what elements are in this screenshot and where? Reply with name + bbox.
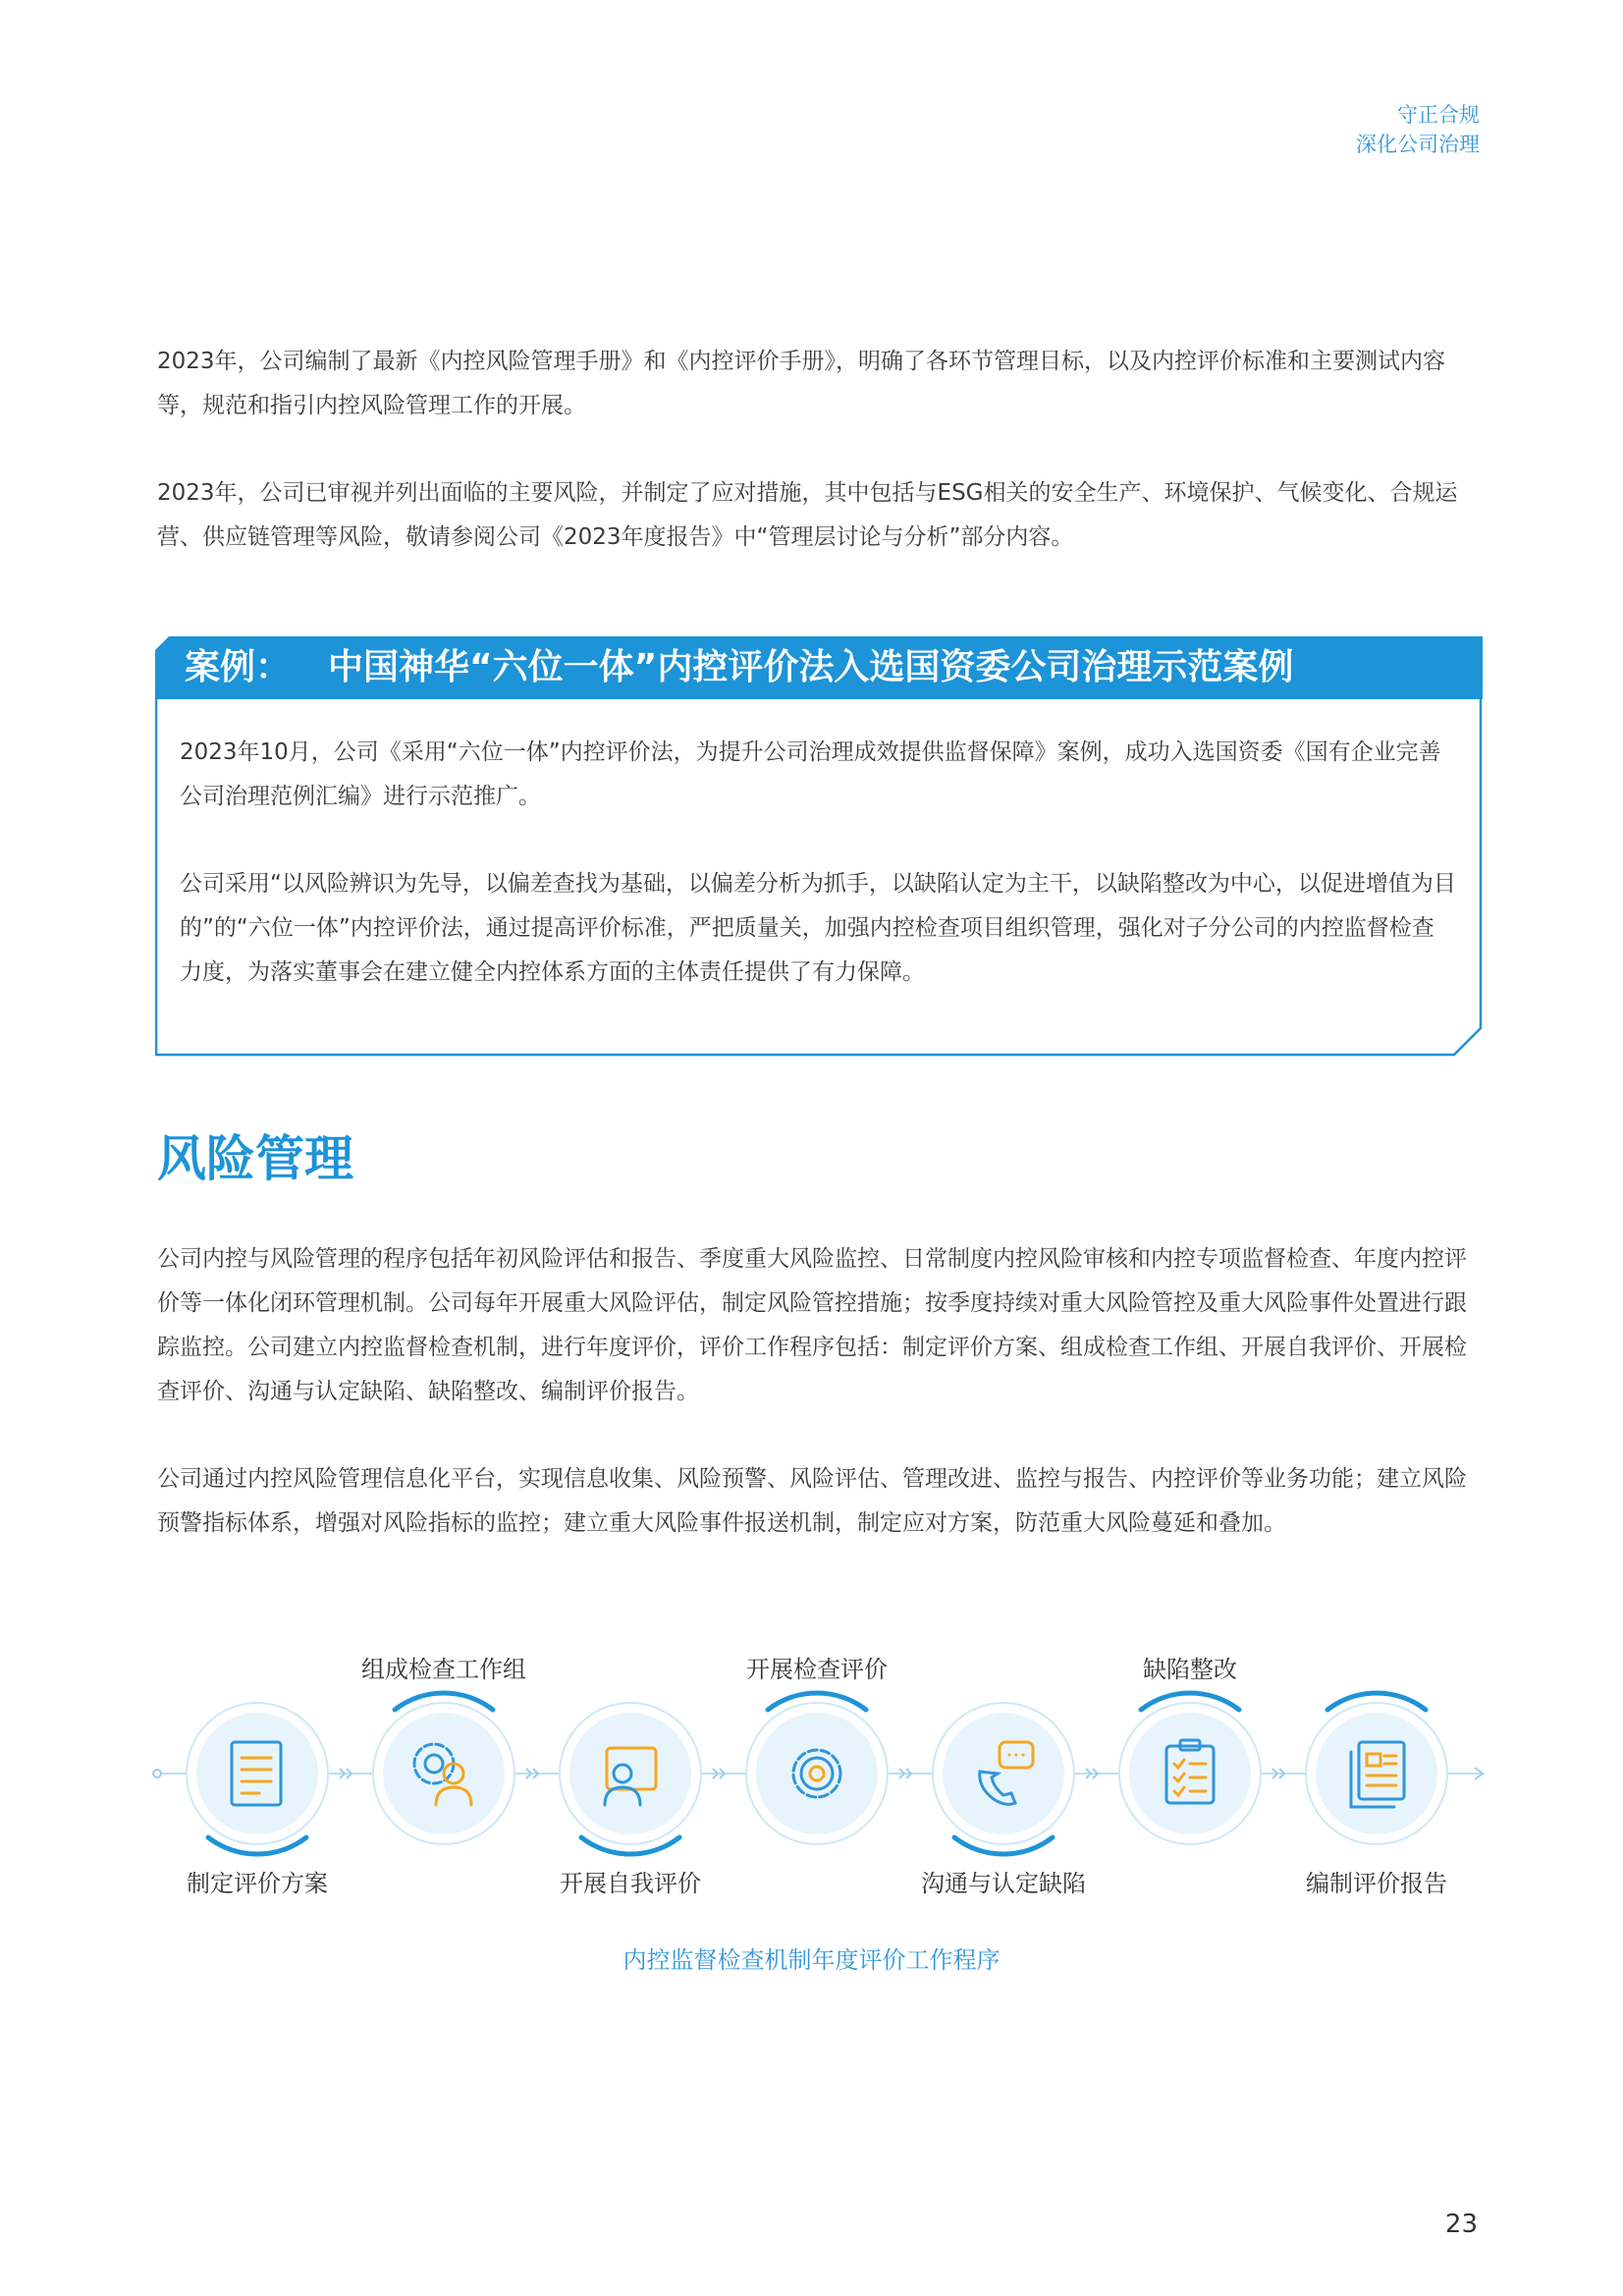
flow-step-7 <box>1306 1693 1447 1844</box>
header-line-1: 守正合规 <box>1397 103 1480 127</box>
flow-step-5-label: 沟通与认定缺陷 <box>921 1870 1086 1897</box>
case-paragraph-2: 公司采用“以风险辨识为先导，以偏差查找为基础，以偏差分析为抓手，以缺陷认定为主干，以缺陷整改为中心，以促进增值为目的”的“六位一体”内控评价法，通过提高评价标准，严把质量关，加强内控检查项目组织管理，强化对子分公司的内控监督检查力度，为落实董事会在建立健全内控体系方面的主体责任提供了有力保障。 <box>180 871 1456 985</box>
section-paragraph-2: 公司通过内控风险管理信息化平台，实现信息收集、风险预警、风险评估、管理改进、监控与报告、内控评价等业务功能；建立风险预警指标体系，增强对风险指标的监控；建立重大风险事件报送机制，制定应对方案，防范重大风险蔓延和叠加。 <box>157 1466 1467 1536</box>
section-title: 风险管理 <box>157 1130 353 1187</box>
flow-step-4 <box>746 1693 888 1844</box>
page-header <box>1356 100 1480 159</box>
process-flow-diagram <box>147 1630 1492 1905</box>
flow-step-7-label: 编制评价报告 <box>1306 1870 1447 1897</box>
flow-caption: 内控监督检查机制年度评价工作程序 <box>622 1946 1001 1974</box>
intro-paragraph-1: 2023年，公司编制了最新《内控风险管理手册》和《内控评价手册》，明确了各环节管理目标，以及内控评价标准和主要测试内容等，规范和指引内控风险管理工作的开展。 <box>157 349 1446 418</box>
flow-step-3 <box>560 1703 701 1854</box>
section-paragraph-1: 公司内控与风险管理的程序包括年初风险评估和报告、季度重大风险监控、日常制度内控风险审核和内控专项监督检查、年度内控评价等一体化闭环管理机制。公司每年开展重大风险评估，制定风险管控措施；按季度持续对重大风险管控及重大风险事件处置进行跟踪监控。公司建立内控监督检查机制，进行年度评价，评价工作程序包括：制定评价方案、组成检查工作组、开展自我评价、开展检查评价、沟通与认定缺陷、缺陷整改、编制评价报告。 <box>157 1246 1467 1404</box>
case-paragraph-1: 2023年10月，公司《采用“六位一体”内控评价法，为提升公司治理成效提供监督保障》案例，成功入选国资委《国有企业完善公司治理范例汇编》进行示范推广。 <box>180 739 1441 809</box>
flow-step-2 <box>373 1693 514 1844</box>
flow-step-3-label: 开展自我评价 <box>560 1870 701 1897</box>
intro-paragraph-2: 2023年，公司已审视并列出面临的主要风险，并制定了应对措施，其中包括与ESG相关的安全生产、环境保护、气候变化、合规运营、供应链管理等风险，敬请参阅公司《2023年度报告》中“管理层讨论与分析”部分内容。 <box>157 480 1458 550</box>
flow-step-6 <box>1119 1693 1261 1844</box>
case-label: 案例： <box>185 647 292 687</box>
case-heading: 中国神华“六位一体”内控评价法入选国资委公司治理示范案例 <box>328 647 1294 687</box>
flow-step-6-label: 缺陷整改 <box>1143 1656 1237 1683</box>
flow-step-4-label: 开展检查评价 <box>746 1656 888 1683</box>
flow-step-5 <box>933 1703 1074 1854</box>
header-line-2: 深化公司治理 <box>1356 133 1480 156</box>
flow-step-1-label: 制定评价方案 <box>187 1870 328 1897</box>
flow-step-1 <box>187 1703 328 1854</box>
case-box <box>155 636 1483 1057</box>
flow-step-2-label: 组成检查工作组 <box>361 1656 526 1683</box>
case-title-bar <box>155 636 1483 699</box>
page-number: 23 <box>1444 2210 1478 2239</box>
